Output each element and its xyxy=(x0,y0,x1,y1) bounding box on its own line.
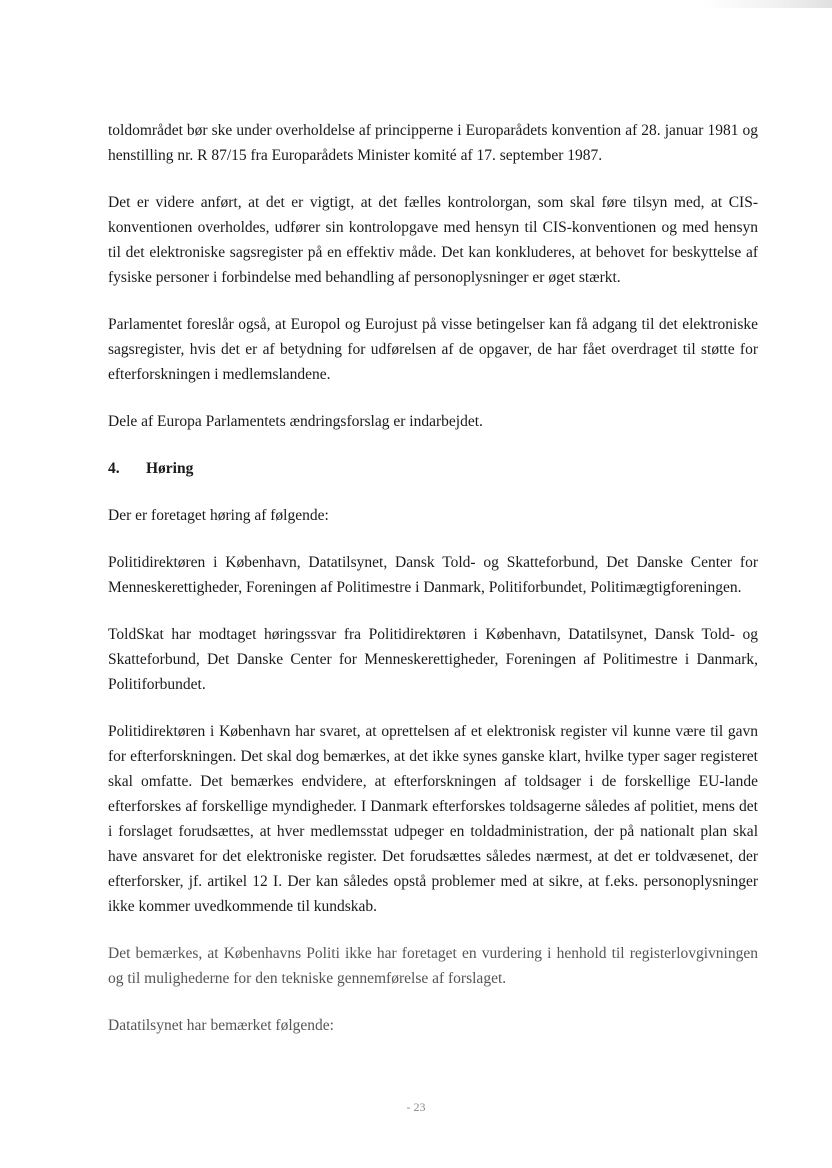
paragraph-responses: ToldSkat har modtaget høringssvar fra Politidirektøren i København, Datatilsynet, Dansk Told- og Skatteforbund, Det Danske Center for Menneskerettigheder, Foreningen af Politimestre i Danmark, Politiforbundet. xyxy=(108,626,758,693)
section-heading xyxy=(108,456,758,481)
paragraph-hearing-parties: Politidirektøren i København, Datatilsynet, Dansk Told- og Skatteforbund, Det Danske Center for Menneskerettigheder, Foreningen af Politimestre i Danmark, Politiforbundet, Politimægtigforeningen. xyxy=(108,554,758,596)
paragraph-control-body: Det er videre anført, at det er vigtigt, at det fælles kontrolorgan, som skal føre tilsyn med, at CIS-konventionen overholdes, udfører sin kontrolopgave med hensyn til CIS-konventionen og med hensyn til det elektroniske sagsregister på en effektiv måde. Det kan konkluderes, at behovet for beskyttelse af fysiske personer i forbindelse med behandling af personoplysninger er øget stærkt. xyxy=(108,194,758,286)
paragraph-amendments: Dele af Europa Parlamentets ændringsforslag er indarbejdet. xyxy=(108,413,483,430)
paragraph-europol-eurojust: Parlamentet foreslår også, at Europol og Eurojust på visse betingelser kan få adgang til det elektroniske sagsregister, hvis det er af betydning for udførelsen af de opgaver, de har fået overdraget til støtte for efterforskningen i medlemslandene. xyxy=(108,316,758,383)
page-number: - 23 xyxy=(406,1100,426,1114)
section-number: 4. xyxy=(108,460,120,477)
paragraph-copenhagen-police: Det bemærkes, at Københavns Politi ikke har foretaget en vurdering i henhold til registerlovgivningen og til mulighederne for den tekniske gennemførelse af forslaget. xyxy=(108,945,758,987)
paragraph-hearing-intro: Der er foretaget høring af følgende: xyxy=(108,507,329,524)
paragraph-convention: toldområdet bør ske under overholdelse af principperne i Europarådets konvention af 28. januar 1981 og henstilling nr. R 87/15 fra Europarådets Minister komité af 17. september 1987. xyxy=(108,122,758,164)
scan-artifact xyxy=(702,0,832,8)
paragraph-datatilsynet: Datatilsynet har bemærket følgende: xyxy=(108,1017,334,1034)
document-body xyxy=(108,118,758,1060)
paragraph-police-director: Politidirektøren i København har svaret, at oprettelsen af et elektronisk register vil kunne være til gavn for efterforskningen. Det skal dog bemærkes, at det ikke synes ganske klart, hvilke typer sager registeret skal omfatte. Det bemærkes endvidere, at efterforskningen af toldsager i de forskellige EU-lande efterforskes af forskellige myndigheder. I Danmark efterforskes toldsagerne således af politiet, mens det i forslaget forudsættes, at hver medlemsstat udpeger en toldadministration, der på nationalt plan skal have ansvaret for det elektroniske register. Det forudsættes således nærmest, at det er toldvæsenet, der efterforsker, jf. artikel 12 I. Der kan således opstå problemer med at sikre, at f.eks. personoplysninger ikke kommer uvedkommende til kundskab. xyxy=(108,723,758,915)
section-title: Høring xyxy=(146,460,194,477)
